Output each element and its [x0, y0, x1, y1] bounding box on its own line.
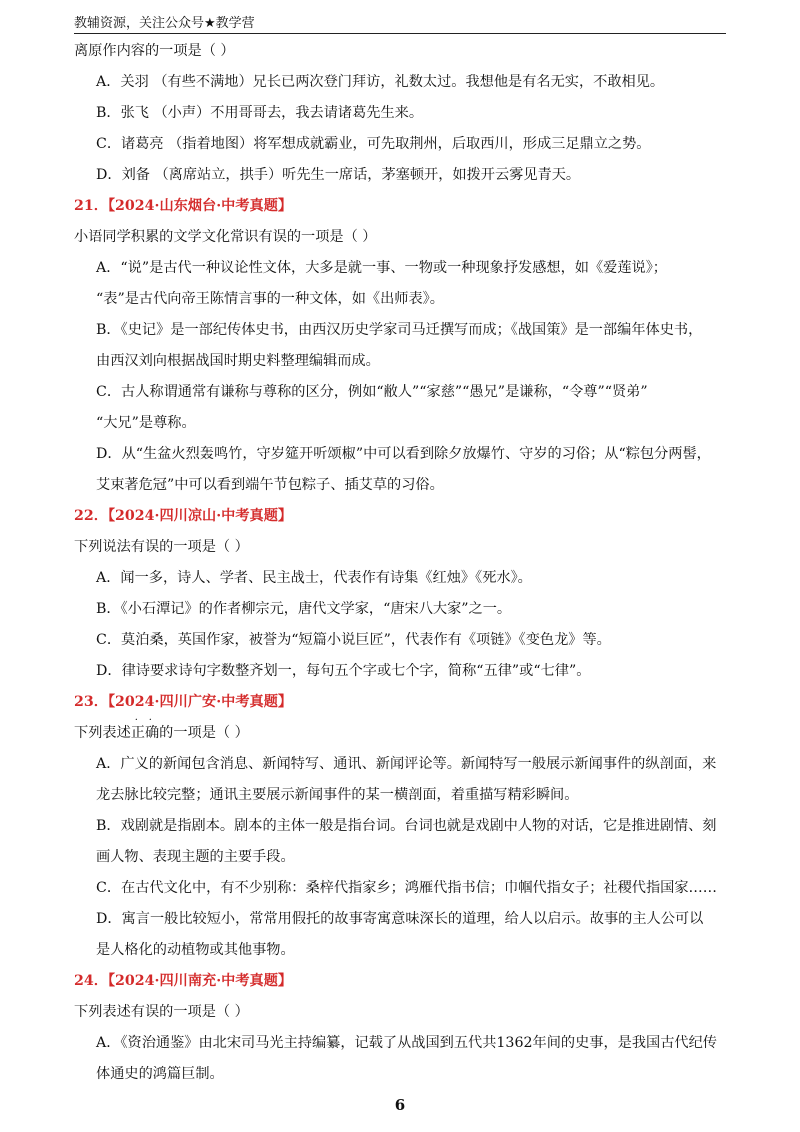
option-d: D．刘备 （离席站立，拱手）听先生一席话，茅塞顿开，如拨开云雾见青天。 — [96, 167, 581, 183]
page-content — [74, 36, 730, 1090]
q23-option-b: B．戏剧就是指剧本。剧本的主体一般是指台词。台词也就是戏剧中人物的对话，它是推进剧情、刻 — [96, 818, 717, 834]
q23-stem-suffix: 的一项是（ ） — [159, 725, 249, 741]
question-23-stem — [74, 715, 730, 749]
question-24-stem: 下列表述有误的一项是（ ） — [74, 1004, 249, 1020]
q24-option-a-continued: 体通史的鸿篇巨制。 — [96, 1066, 224, 1082]
question-21-stem: 小语同学积累的文学文化常识有误的一项是（ ） — [74, 229, 377, 245]
q23-option-a-continued: 龙去脉比较完整；通讯主要展示新闻事件的某一横剖面，着重描写精彩瞬间。 — [96, 787, 579, 803]
q22-option-b: B．《小石潭记》的作者柳宗元，唐代文学家，“唐宋八大家”之一。 — [96, 601, 512, 617]
question-24-heading: 24．【2024·四川南充·中考真题】 — [74, 973, 293, 989]
q21-option-c: C．古人称谓通常有谦称与尊称的区分，例如“敝人”“家慈”“愚兄”是谦称，“令尊”“贤弟” — [96, 384, 648, 400]
option-b: B．张飞 （小声）不用哥哥去，我去请诸葛先生来。 — [96, 105, 424, 121]
question-stem-continued: 离原作内容的一项是（ ） — [74, 43, 235, 59]
question-21-heading: 21．【2024·山东烟台·中考真题】 — [74, 198, 293, 214]
q21-option-d-continued: 艾束著危冠”中可以看到端午节包粽子、插艾草的习俗。 — [96, 477, 444, 493]
q22-option-d: D．律诗要求诗句字数整齐划一，每句五个字或七个字，简称“五律”或“七律”。 — [96, 663, 591, 679]
q21-option-b-continued: 由西汉刘向根据战国时期史料整理编辑而成。 — [96, 353, 380, 369]
q23-emphasis — [130, 715, 160, 741]
q21-option-a-continued: “表”是古代向帝王陈情言事的一种文体，如《出师表》。 — [96, 291, 444, 307]
emphasis-dot: · — [134, 715, 138, 726]
option-c: C．诸葛亮 （指着地图）将军想成就霸业，可先取荆州，后取西川，形成三足鼎立之势。 — [96, 136, 651, 152]
q23-option-d-continued: 是人格化的动植物或其他事物。 — [96, 942, 295, 958]
header-text: 教辅资源，关注公众号★教学营 — [74, 16, 255, 31]
q23-option-b-continued: 画人物、表现主题的主要手段。 — [96, 849, 295, 865]
q22-option-a: A．闻一多，诗人、学者、民主战士，代表作有诗集《红烛》《死水》。 — [96, 570, 532, 586]
q21-option-a: A．“说”是古代一种议论性文体，大多是就一事、一物或一种现象抒发感想，如《爱莲说》； — [96, 260, 667, 276]
q21-option-c-continued: “大兄”是尊称。 — [96, 415, 196, 431]
emphasis-dot: · — [148, 715, 152, 726]
q23-option-d: D．寓言一般比较短小，常常用假托的故事寄寓意味深长的道理，给人以启示。故事的主人公可以 — [96, 911, 704, 927]
page-header — [74, 12, 726, 34]
q21-option-d: D．从“生盆火烈轰鸣竹，守岁筵开听颂椒”中可以看到除夕放爆竹、守岁的习俗；从“粽包分两髻， — [96, 446, 711, 462]
page-number: 6 — [394, 1096, 406, 1114]
question-22-heading: 22．【2024·四川凉山·中考真题】 — [74, 508, 293, 524]
q23-option-c: C．在古代文化中，有不少别称：桑梓代指家乡；鸿雁代指书信；巾帼代指女子；社稷代指国家…… — [96, 880, 717, 896]
q21-option-b: B．《史记》是一部纪传体史书，由西汉历史学家司马迁撰写而成；《战国策》是一部编年体史书， — [96, 322, 703, 338]
q23-stem-prefix: 下列表述 — [74, 725, 131, 741]
q23-option-a: A．广义的新闻包含消息、新闻特写、通讯、新闻评论等。新闻特写一般展示新闻事件的纵剖面，来 — [96, 756, 717, 772]
question-22-stem: 下列说法有误的一项是（ ） — [74, 539, 249, 555]
option-a: A．关羽 （有些不满地）兄长已两次登门拜访，礼数太过。我想他是有名无实，不敢相见。 — [96, 74, 665, 90]
q22-option-c: C．莫泊桑，英国作家，被誉为“短篇小说巨匠”，代表作有《项链》《变色龙》等。 — [96, 632, 611, 648]
q24-option-a: A．《资治通鉴》由北宋司马光主持编纂，记载了从战国到五代共1362年间的史事，是我国古代纪传 — [96, 1035, 717, 1051]
question-23-heading: 23．【2024·四川广安·中考真题】 — [74, 694, 293, 710]
q23-emphasis-word: 正确 — [130, 725, 160, 741]
